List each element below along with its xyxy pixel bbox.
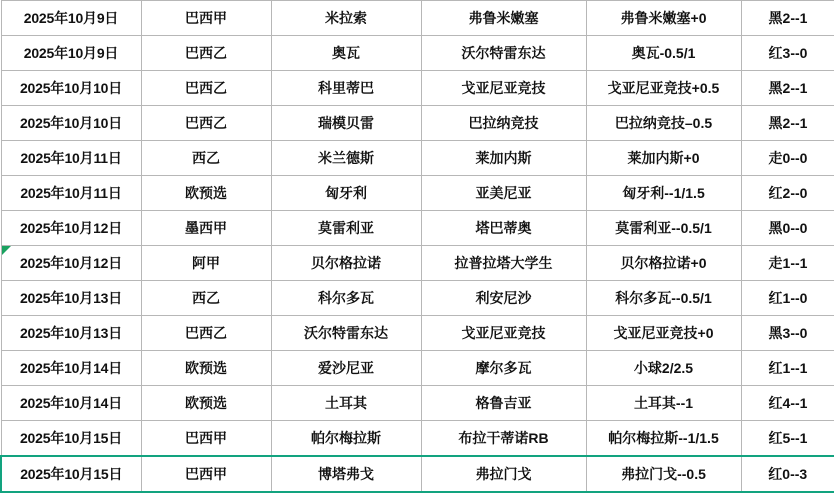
table-row [1, 1, 834, 36]
match-result: 红2--0 [741, 176, 834, 211]
league-name: 巴西乙 [141, 106, 271, 141]
table-row [1, 246, 834, 281]
away-team: 弗鲁米嫩塞 [421, 1, 586, 36]
match-result: 黑3--0 [741, 316, 834, 351]
table-row [1, 421, 834, 457]
away-team: 亚美尼亚 [421, 176, 586, 211]
handicap: 科尔多瓦--0.5/1 [586, 281, 741, 316]
league-name: 欧预选 [141, 351, 271, 386]
match-result: 走0--0 [741, 141, 834, 176]
handicap: 贝尔格拉诺+0 [586, 246, 741, 281]
league-name: 西乙 [141, 281, 271, 316]
home-team: 米兰德斯 [271, 141, 421, 176]
match-result: 走1--1 [741, 246, 834, 281]
table-row [1, 106, 834, 141]
away-team: 戈亚尼亚竞技 [421, 316, 586, 351]
league-name: 巴西甲 [141, 421, 271, 457]
match-result: 红4--1 [741, 386, 834, 421]
league-name: 西乙 [141, 141, 271, 176]
home-team: 莫雷利亚 [271, 211, 421, 246]
table-row [1, 351, 834, 386]
match-date: 2025年10月13日 [1, 281, 141, 316]
handicap: 弗鲁米嫩塞+0 [586, 1, 741, 36]
match-date: 2025年10月15日 [1, 456, 141, 492]
league-name: 巴西乙 [141, 316, 271, 351]
handicap: 莫雷利亚--0.5/1 [586, 211, 741, 246]
home-team: 贝尔格拉诺 [271, 246, 421, 281]
handicap: 帕尔梅拉斯--1/1.5 [586, 421, 741, 457]
handicap: 奥瓦-0.5/1 [586, 36, 741, 71]
match-result: 黑0--0 [741, 211, 834, 246]
home-team: 匈牙利 [271, 176, 421, 211]
match-date: 2025年10月12日 [1, 246, 141, 281]
match-date: 2025年10月10日 [1, 106, 141, 141]
match-result: 黑2--1 [741, 71, 834, 106]
home-team: 科里蒂巴 [271, 71, 421, 106]
league-name: 巴西甲 [141, 456, 271, 492]
league-name: 欧预选 [141, 386, 271, 421]
away-team: 莱加内斯 [421, 141, 586, 176]
home-team: 瑞模贝雷 [271, 106, 421, 141]
match-result: 红1--0 [741, 281, 834, 316]
home-team: 米拉索 [271, 1, 421, 36]
match-result: 黑2--1 [741, 1, 834, 36]
away-team: 弗拉门戈 [421, 456, 586, 492]
home-team: 土耳其 [271, 386, 421, 421]
away-team: 拉普拉塔大学生 [421, 246, 586, 281]
league-name: 巴西乙 [141, 71, 271, 106]
away-team: 摩尔多瓦 [421, 351, 586, 386]
home-team: 帕尔梅拉斯 [271, 421, 421, 457]
handicap: 莱加内斯+0 [586, 141, 741, 176]
match-date: 2025年10月9日 [1, 1, 141, 36]
table-row [1, 281, 834, 316]
handicap: 戈亚尼亚竞技+0 [586, 316, 741, 351]
handicap: 小球2/2.5 [586, 351, 741, 386]
table-row [1, 176, 834, 211]
away-team: 沃尔特雷东达 [421, 36, 586, 71]
home-team: 奥瓦 [271, 36, 421, 71]
match-result: 红0--3 [741, 456, 834, 492]
league-name: 巴西甲 [141, 1, 271, 36]
league-name: 阿甲 [141, 246, 271, 281]
match-date: 2025年10月14日 [1, 351, 141, 386]
table-row [1, 141, 834, 176]
league-name: 巴西乙 [141, 36, 271, 71]
away-team: 巴拉纳竞技 [421, 106, 586, 141]
home-team: 沃尔特雷东达 [271, 316, 421, 351]
table-row [1, 36, 834, 71]
handicap: 戈亚尼亚竞技+0.5 [586, 71, 741, 106]
match-date: 2025年10月15日 [1, 421, 141, 457]
away-team: 戈亚尼亚竞技 [421, 71, 586, 106]
match-date: 2025年10月10日 [1, 71, 141, 106]
league-name: 欧预选 [141, 176, 271, 211]
handicap: 巴拉纳竞技–0.5 [586, 106, 741, 141]
match-date: 2025年10月12日 [1, 211, 141, 246]
away-team: 布拉干蒂诺RB [421, 421, 586, 457]
away-team: 利安尼沙 [421, 281, 586, 316]
match-result: 红1--1 [741, 351, 834, 386]
home-team: 科尔多瓦 [271, 281, 421, 316]
match-date: 2025年10月9日 [1, 36, 141, 71]
match-date: 2025年10月14日 [1, 386, 141, 421]
handicap: 弗拉门戈--0.5 [586, 456, 741, 492]
home-team: 爱沙尼亚 [271, 351, 421, 386]
match-date: 2025年10月11日 [1, 176, 141, 211]
table-row [1, 211, 834, 246]
match-result: 黑2--1 [741, 106, 834, 141]
table-row [1, 386, 834, 421]
match-result: 红3--0 [741, 36, 834, 71]
match-result: 红5--1 [741, 421, 834, 457]
match-date: 2025年10月11日 [1, 141, 141, 176]
handicap: 匈牙利--1/1.5 [586, 176, 741, 211]
table-row [1, 316, 834, 351]
table-row [1, 456, 834, 492]
match-date: 2025年10月13日 [1, 316, 141, 351]
table-row [1, 71, 834, 106]
away-team: 格鲁吉亚 [421, 386, 586, 421]
home-team: 博塔弗戈 [271, 456, 421, 492]
handicap: 土耳其--1 [586, 386, 741, 421]
away-team: 塔巴蒂奥 [421, 211, 586, 246]
league-name: 墨西甲 [141, 211, 271, 246]
